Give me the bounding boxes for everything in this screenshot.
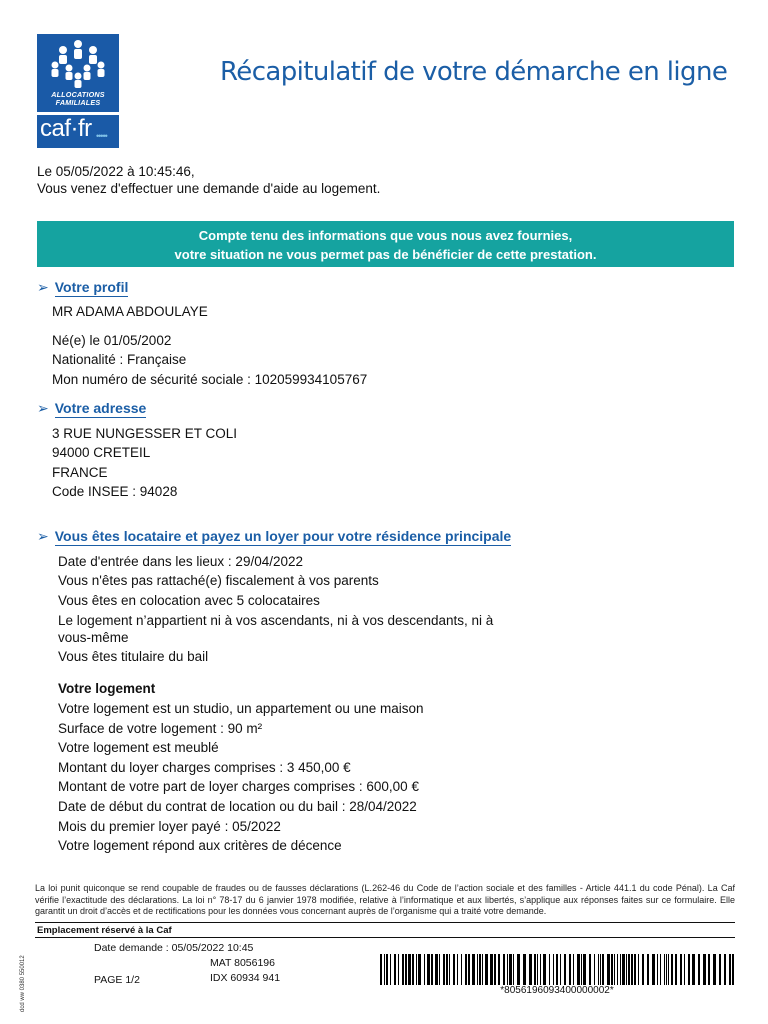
barcode-bar <box>556 954 558 985</box>
barcode-bar <box>708 954 710 985</box>
address-street: 3 RUE NUNGESSER ET COLI <box>52 426 238 441</box>
barcode-bar <box>465 954 467 985</box>
housing-furnished: Votre logement est meublé <box>58 740 219 755</box>
intro-message: Vous venez d'effectuer une demande d'aide au logement. <box>37 181 381 196</box>
barcode-bar <box>380 954 382 985</box>
barcode-bar <box>479 954 481 985</box>
barcode-bar <box>675 954 677 985</box>
barcode-bar <box>453 954 455 985</box>
barcode-bar <box>617 954 618 985</box>
barcode-bar <box>468 954 470 985</box>
barcode-bar <box>614 954 615 985</box>
barcode-bar <box>408 954 411 985</box>
logo-line-1: ALLOCATIONS <box>51 90 105 99</box>
housing-type: Votre logement est un studio, un appartement ou une maison <box>58 701 424 716</box>
barcode-bar <box>581 954 582 985</box>
mat-number: MAT 8056196 <box>210 957 275 969</box>
barcode-bar <box>540 954 541 985</box>
page-number: PAGE 1/2 <box>94 974 140 986</box>
housing-first-rent: Mois du premier loyer payé : 05/2022 <box>58 819 281 834</box>
barcode-bar <box>534 954 536 985</box>
address-insee: Code INSEE : 94028 <box>52 484 178 499</box>
barcode-bar <box>671 954 673 985</box>
barcode-bar <box>577 954 580 985</box>
barcode-bar <box>485 954 488 985</box>
result-banner <box>37 221 734 267</box>
barcode-bar <box>628 954 630 985</box>
barcode-bar <box>394 954 396 985</box>
barcode-bar <box>626 954 627 985</box>
page-title: Récapitulatif de votre démarche en ligne <box>220 57 728 87</box>
tenant-entry-date: Date d'entrée dans les lieux : 29/04/2022 <box>58 554 303 569</box>
barcode-bar <box>634 954 636 985</box>
housing-lease-start: Date de début du contrat de location ou du bail : 28/04/2022 <box>58 799 417 814</box>
barcode-bar <box>680 954 682 985</box>
barcode-bar <box>435 954 438 985</box>
barcode-bar <box>503 954 505 985</box>
barcode-bar <box>543 954 546 985</box>
profile-ssn: Mon numéro de sécurité sociale : 102059934105767 <box>52 372 368 387</box>
barcode-bar <box>647 954 649 985</box>
barcode-bar <box>384 954 385 985</box>
barcode-bar <box>416 954 417 985</box>
profile-heading-label: Votre profil <box>54 279 129 295</box>
barcode-bar <box>418 954 421 985</box>
address-heading-label: Votre adresse <box>54 400 147 416</box>
divider-top <box>35 922 735 923</box>
barcode-bar <box>600 954 601 985</box>
profile-nationality: Nationalité : Française <box>52 352 187 367</box>
reserved-label: Emplacement réservé à la Caf <box>37 925 172 936</box>
housing-decency: Votre logement répond aux critères de décence <box>58 838 342 853</box>
barcode-bar <box>523 954 526 985</box>
barcode-bar <box>684 954 685 985</box>
divider-bottom <box>35 937 735 938</box>
barcode-bar <box>620 954 621 985</box>
barcode-bar <box>692 954 695 985</box>
barcode-bar <box>713 954 716 985</box>
barcode-bar <box>666 954 667 985</box>
barcode-bar <box>622 954 625 985</box>
barcode-bar <box>602 954 604 985</box>
barcode-bar <box>386 954 388 985</box>
intro <box>37 163 380 197</box>
barcode-bar <box>564 954 566 985</box>
barcode-bar <box>611 954 613 985</box>
barcode-bar <box>398 954 399 985</box>
barcode-bar <box>427 954 430 985</box>
barcode-bar <box>631 954 633 985</box>
tenant-colocation: Vous êtes en colocation avec 5 colocataires <box>58 593 320 608</box>
barcode-bar <box>688 954 690 985</box>
profile-name: MR ADAMA ABDOULAYE <box>52 304 208 319</box>
caf-logo <box>37 34 119 112</box>
tenant-not-attached: Vous n'êtes pas rattaché(e) fiscalement à vos parents <box>58 573 379 588</box>
barcode-bar <box>402 954 404 985</box>
barcode-bar <box>439 954 440 985</box>
caf-dots: ••••• <box>96 131 107 141</box>
barcode-bar <box>529 954 532 985</box>
barcode-bar <box>594 954 595 985</box>
barcode-bar <box>424 954 425 985</box>
barcode-bar <box>412 954 414 985</box>
barcode-bar <box>664 954 665 985</box>
tenant-ownership: Le logement n’appartient ni à vos ascendants, ni à vos descendants, ni à vous-même <box>58 613 494 645</box>
address-country: FRANCE <box>52 465 108 480</box>
section-profile-heading <box>37 279 128 296</box>
caf-fr-logo <box>37 115 119 148</box>
caf-fr-text: caf·fr <box>40 115 92 142</box>
side-code: dcd ww 0380 550012 <box>20 955 26 1012</box>
barcode-text: *8056196093400000002* <box>500 985 614 996</box>
housing-surface: Surface de votre logement : 90 m² <box>58 721 263 736</box>
barcode-bar <box>449 954 450 985</box>
barcode-bar <box>549 954 550 985</box>
idx-number: IDX 60934 941 <box>210 972 281 984</box>
barcode-bar <box>729 954 731 985</box>
barcode-bar <box>405 954 407 985</box>
banner-line-1: Compte tenu des informations que vous nous avez fournies, <box>198 228 573 243</box>
barcode-bar <box>732 954 734 985</box>
barcode-bar <box>498 954 500 985</box>
barcode-bar <box>607 954 610 985</box>
barcode-bar <box>490 954 493 985</box>
tenant-heading-label: Vous êtes locataire et payez un loyer pour votre résidence principale <box>54 528 512 544</box>
barcode-bar <box>477 954 478 985</box>
barcode-bar <box>638 954 639 985</box>
barcode-bar <box>652 954 655 985</box>
barcode-bar <box>553 954 554 985</box>
date-demande: Date demande : 05/05/2022 10:45 <box>94 942 254 954</box>
intro-date: Le 05/05/2022 à 10:45:46, <box>37 164 195 179</box>
housing-rent-total: Montant du loyer charges comprises : 3 450,00 € <box>58 760 351 775</box>
profile-birth: Né(e) le 01/05/2002 <box>52 333 172 348</box>
barcode-bar <box>598 954 599 985</box>
barcode-bar <box>509 954 512 985</box>
barcode-bar <box>517 954 520 985</box>
tenant-lease-holder: Vous êtes titulaire du bail <box>58 649 209 664</box>
barcode-bar <box>513 954 514 985</box>
housing-heading: Votre logement <box>58 681 156 696</box>
barcode-bar <box>431 954 433 985</box>
barcode-bar <box>494 954 496 985</box>
barcode-bar <box>569 954 571 985</box>
barcode-bar <box>560 954 561 985</box>
barcode-bar <box>589 954 591 985</box>
barcode-bar <box>719 954 721 985</box>
barcode-bar <box>703 954 706 985</box>
legal-notice: La loi punit quiconque se rend coupable de fraudes ou de fausses déclarations (L.262-46 du Code de l’action sociale et des familles - Article 441.1 du code Pénal). La Caf vérifie l’exactitude des déclarations. La loi n° 78-17 du 6 janvier 1978 modifiée, relative à l’informatique et aux libertés, s’applique aux réponses faites sur ce formulaire. Elle garantit un droit d’accès et de rectifications pour les données vous concernant auprès de l’organisme qui a traité votre demande. <box>35 883 735 916</box>
barcode-bar <box>472 954 475 985</box>
section-tenant-heading <box>37 528 511 545</box>
barcode-bar <box>573 954 574 985</box>
barcode-bar <box>457 954 458 985</box>
housing-rent-share: Montant de votre part de loyer charges comprises : 600,00 € <box>58 779 419 794</box>
section-address-heading <box>37 400 146 417</box>
barcode-bar <box>583 954 586 985</box>
barcode-bar <box>668 954 669 985</box>
barcode-bar <box>390 954 391 985</box>
barcode-bar <box>507 954 508 985</box>
barcode-bar <box>443 954 445 985</box>
barcode-bar <box>698 954 700 985</box>
barcode-icon <box>380 954 734 985</box>
address-city: 94000 CRETEIL <box>52 445 151 460</box>
barcode-bar <box>446 954 448 985</box>
barcode-bar <box>461 954 462 985</box>
barcode-bar <box>537 954 538 985</box>
arrow-icon: ➢ <box>37 528 49 544</box>
logo-line-2: FAMILIALES <box>55 98 101 107</box>
barcode-bar <box>724 954 726 985</box>
arrow-icon: ➢ <box>37 279 49 295</box>
family-figures-icon <box>45 38 111 90</box>
barcode-bar <box>657 954 658 985</box>
banner-line-2: votre situation ne vous permet pas de bénéficier de cette prestation. <box>174 247 597 262</box>
barcode-bar <box>660 954 661 985</box>
arrow-icon: ➢ <box>37 400 49 416</box>
barcode-bar <box>482 954 483 985</box>
barcode-bar <box>642 954 644 985</box>
